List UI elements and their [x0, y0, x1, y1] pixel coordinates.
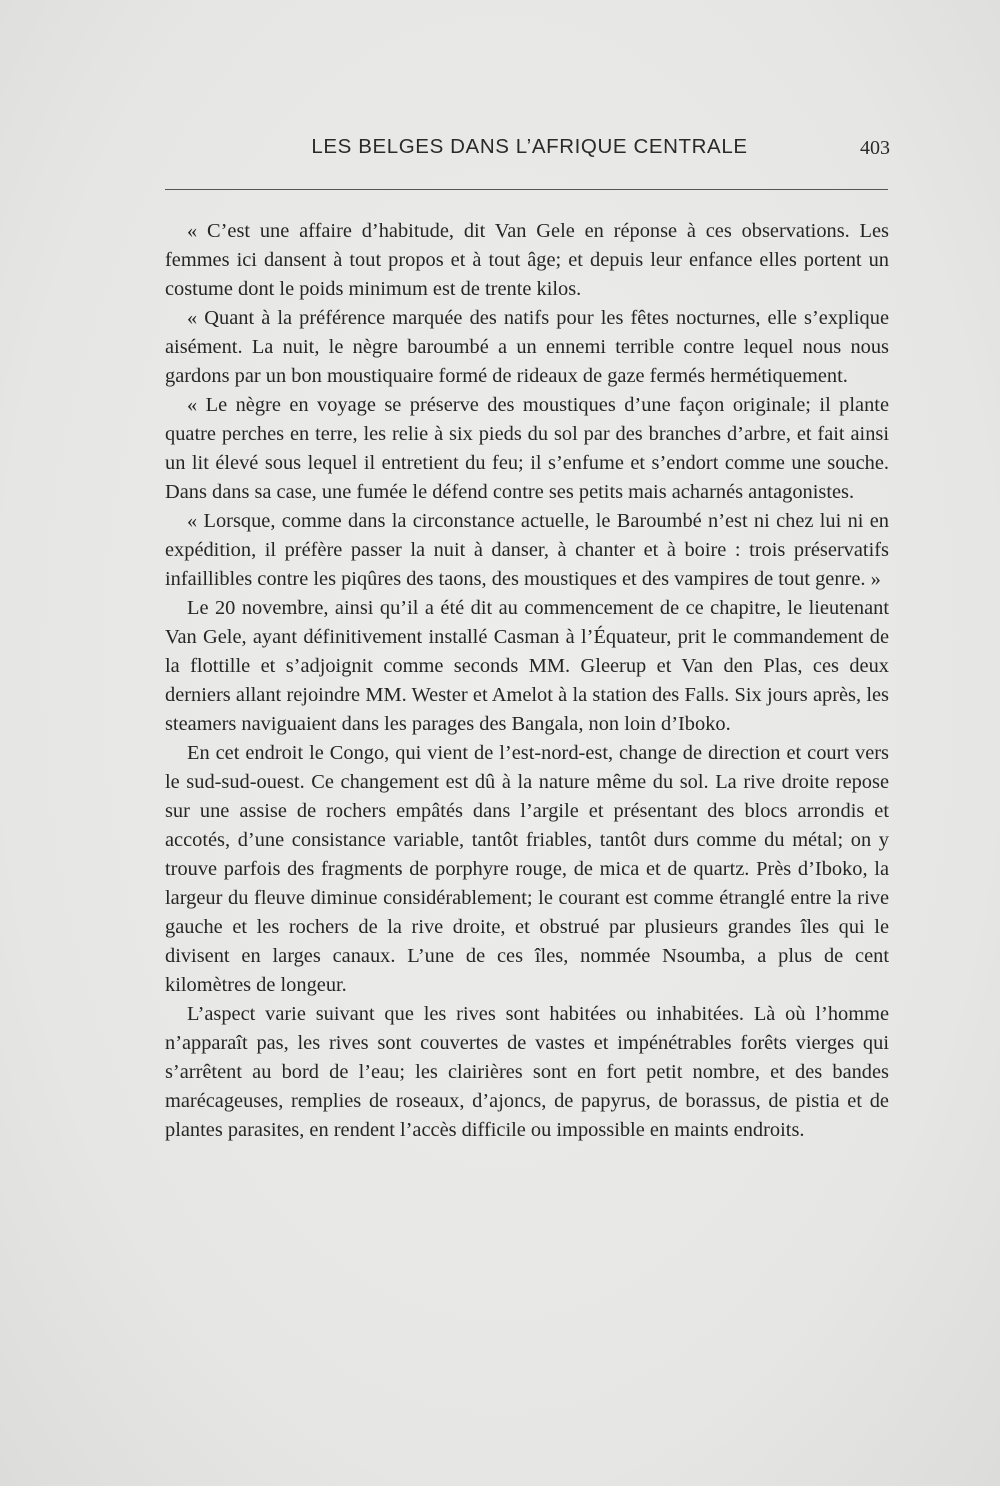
header-rule: [165, 189, 888, 190]
paragraph: « Lorsque, comme dans la circonstance actuelle, le Baroumbé n’est ni chez lui ni en expédition, il préfère passer la nuit à danser, à chanter et à boire : trois préservatifs infaillibles contre les piqûres des taons, des moustiques et des vampires de tout genre. »: [165, 510, 889, 590]
paragraph: Le 20 novembre, ainsi qu’il a été dit au commencement de ce chapitre, le lieutenant Van Gele, ayant définitivement installé Casman à l’Équateur, prit le commandement de la flottille et s’adjoignit comme seconds MM. Gleerup et Van den Plas, ces deux derniers allant rejoindre MM. Wester et Amelot à la station des Falls. Six jours après, les steamers naviguaient dans les parages des Bangala, non loin d’Iboko.: [165, 597, 889, 735]
page-number: 403: [860, 137, 890, 159]
paragraph: « Quant à la préférence marquée des natifs pour les fêtes nocturnes, elle s’explique aisément. La nuit, le nègre baroumbé a un ennemi terrible contre lequel nous nous gardons par un bon moustiquaire formé de rideaux de gaze fermés hermétiquement.: [165, 307, 889, 387]
running-head: [165, 133, 890, 165]
paragraph: « Le nègre en voyage se préserve des moustiques d’une façon originale; il plante quatre perches en terre, les relie à six pieds du sol par des branches d’arbre, et fait ainsi un lit élevé sous lequel il entretient du feu; il s’enfume et s’endort comme une souche. Dans dans sa case, une fumée le défend contre ses petits mais acharnés antagonistes.: [165, 394, 889, 503]
running-title: LES BELGES DANS L’AFRIQUE CENTRALE: [311, 135, 748, 158]
paragraph: L’aspect varie suivant que les rives sont habitées ou inhabitées. Là où l’homme n’apparaît pas, les rives sont couvertes de vastes et impénétrables forêts vierges qui s’arrêtent au bord de l’eau; les clairières sont en fort petit nombre, et des bandes marécageuses, remplies de roseaux, d’ajoncs, de papyrus, de borassus, de pistia et de plantes parasites, en rendent l’accès difficile ou impossible en maints endroits.: [165, 1003, 889, 1141]
paragraph: En cet endroit le Congo, qui vient de l’est-nord-est, change de direction et court vers le sud-sud-ouest. Ce changement est dû à la nature même du sol. La rive droite repose sur une assise de rochers empâtés dans l’argile et présentant des blocs arrondis et accotés, d’une consistance variable, tantôt friables, tantôt durs comme du métal; on y trouve parfois des fragments de porphyre rouge, de mica et de quartz. Près d’Iboko, la largeur du fleuve diminue considérablement; le courant est comme étranglé entre la rive gauche et les rochers de la rive droite, et obstrué par plusieurs grandes îles qui le divisent en larges canaux. L’une de ces îles, nommée Nsoumba, a plus de cent kilomètres de longeur.: [165, 742, 889, 996]
body-text: [165, 217, 889, 1145]
paragraph: « C’est une affaire d’habitude, dit Van Gele en réponse à ces observations. Les femmes ici dansent à tout propos et à tout âge; et depuis leur enfance elles portent un costume dont le poids minimum est de trente kilos.: [165, 220, 889, 300]
